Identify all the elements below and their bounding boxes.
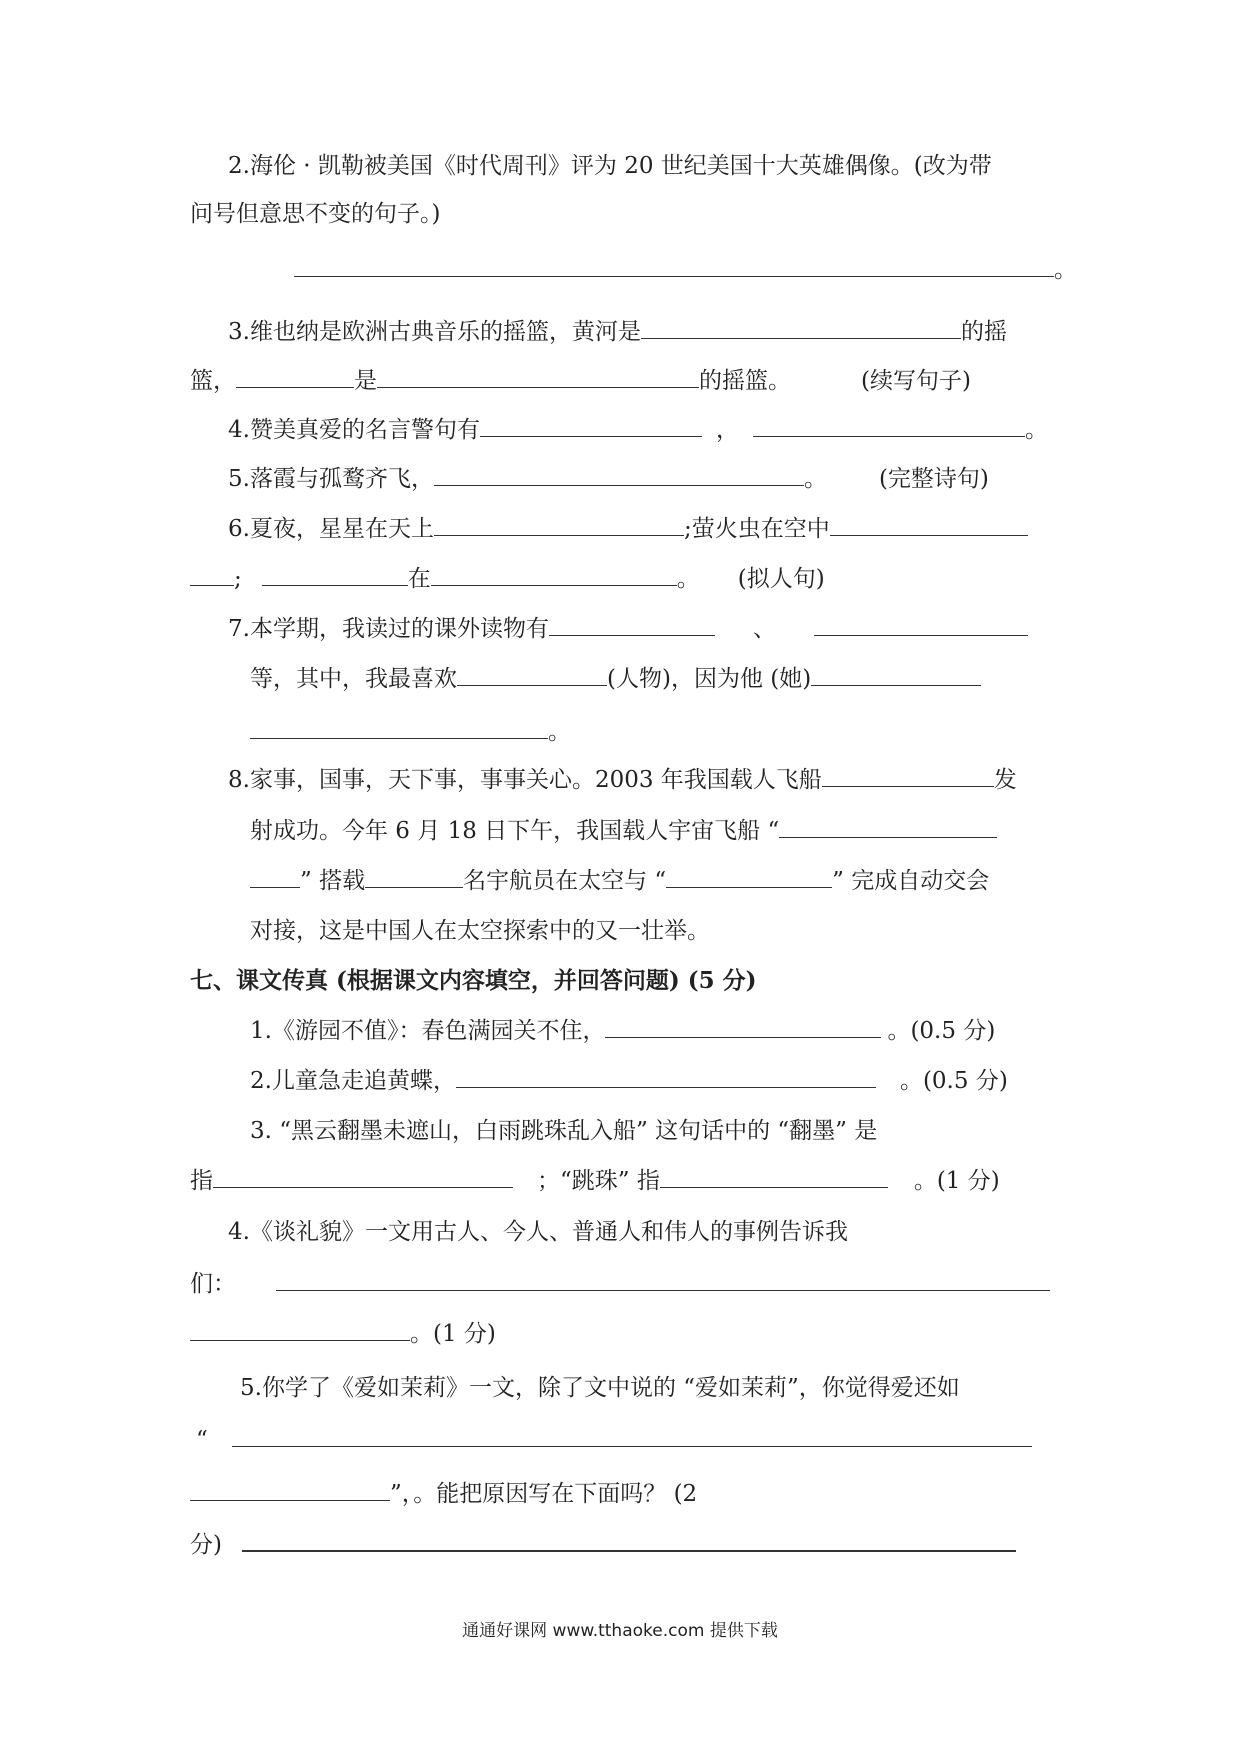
q6-text-d: 在	[407, 566, 431, 592]
q6-blank-1[interactable]	[434, 513, 684, 536]
q6-line1	[228, 513, 1028, 545]
q5-line	[228, 463, 989, 495]
s2-blank[interactable]	[456, 1065, 876, 1088]
q8-blank-1[interactable]	[822, 764, 994, 787]
s4-line2	[190, 1268, 1050, 1300]
q8-blank-2[interactable]	[779, 815, 997, 838]
q4-period: 。	[1024, 417, 1048, 443]
q6-text-c: ;	[234, 566, 242, 592]
q3-note: (续写句子)	[861, 368, 971, 394]
s4-line1: 4.《谈礼貌》一文用古人、今人、普通人和伟人的事例告诉我	[228, 1219, 848, 1245]
q7-line3	[250, 716, 571, 748]
page-footer: 通通好课网 www.tthaoke.com 提供下载	[462, 1621, 778, 1641]
q7-text-b: 等，其中，我最喜欢	[250, 666, 457, 692]
s3-line1: 3. “黑云翻墨未遮山，白雨跳珠乱入船” 这句话中的 “翻墨” 是	[250, 1118, 878, 1144]
q3-line2	[190, 365, 971, 397]
section-7-title: 七、课文传真 (根据课文内容填空，并回答问题) (5 分)	[190, 967, 757, 994]
q5-note: (完整诗句)	[878, 466, 989, 492]
q3-blank-3[interactable]	[377, 365, 699, 388]
q2-period: 。	[1054, 257, 1077, 283]
q8-blank-4[interactable]	[365, 865, 463, 888]
q6-blank-5[interactable]	[431, 563, 677, 586]
s1-text-a: 1.《游园不值》：春色满园关不住，	[250, 1018, 606, 1044]
s4-blank-2[interactable]	[190, 1318, 410, 1341]
q4-text-a: 4.赞美真爱的名言警句有	[228, 417, 480, 443]
q3-line1	[228, 316, 1007, 348]
q8-blank-5[interactable]	[666, 865, 832, 888]
q3-blank-1[interactable]	[641, 316, 961, 339]
q3-text-e: 的摇篮。	[699, 368, 791, 394]
s4-text-b: 们：	[190, 1271, 236, 1297]
q8-line3	[250, 865, 989, 897]
s4-blank-1[interactable]	[276, 1268, 1050, 1291]
s5-text-d: 分)	[190, 1532, 222, 1558]
q8-text-c: 射成功。今年 6 月 18 日下午，我国载人宇宙飞船 “	[250, 818, 780, 844]
q7-blank-1[interactable]	[549, 613, 715, 636]
q8-text-a: 8.家事，国事，天下事，事事关心。2003 年我国载人飞船	[228, 767, 822, 793]
q6-text-e: 。	[676, 566, 700, 592]
s4-score: 。(1 分)	[410, 1321, 496, 1347]
q3-blank-2[interactable]	[236, 365, 354, 388]
q2-answer-blank[interactable]	[294, 254, 1054, 277]
s1-blank[interactable]	[605, 1015, 881, 1038]
q7-blank-3[interactable]	[457, 663, 607, 686]
q8-line2	[250, 815, 997, 847]
s3-line2	[190, 1165, 1000, 1197]
q7-line1	[228, 613, 1028, 645]
s1-line	[250, 1015, 995, 1047]
s2-score: 。(0.5 分)	[899, 1068, 1008, 1094]
q3-text-d: 是	[354, 368, 377, 394]
q8-line4: 对接，这是中国人在太空探索中的又一壮举。	[250, 918, 710, 944]
q6-note: (拟人句)	[737, 566, 825, 592]
q5-period: 。	[803, 466, 827, 492]
q7-text-c: (人物)，因为他 (她)	[607, 666, 812, 692]
q5-text-a: 5.落霞与孤鹜齐飞，	[228, 466, 434, 492]
q2-line2: 问号但意思不变的句子。)	[190, 201, 441, 227]
s5-blank-1[interactable]	[232, 1424, 1032, 1447]
q6-text-a: 6.夏夜，星星在天上	[228, 516, 434, 542]
s3-blank-1[interactable]	[213, 1165, 513, 1188]
s1-score: 。(0.5 分)	[887, 1018, 996, 1044]
q4-blank-1[interactable]	[480, 414, 702, 437]
s3-text-c: ；“跳珠” 指	[537, 1168, 660, 1194]
s5-text-b: “	[196, 1427, 208, 1453]
s5-blank-3[interactable]	[242, 1528, 1016, 1552]
s3-text-b: 指	[190, 1168, 213, 1194]
q3-text-c: 篮，	[190, 368, 236, 394]
q8-line1	[228, 764, 1017, 796]
s4-line3	[190, 1318, 496, 1350]
q8-text-d: ” 搭载	[300, 868, 366, 894]
q6-line2	[190, 563, 825, 595]
s5-line2	[196, 1424, 1032, 1456]
q6-blank-4[interactable]	[262, 563, 408, 586]
q7-blank-2[interactable]	[814, 613, 1028, 636]
s3-blank-2[interactable]	[660, 1165, 888, 1188]
q7-sep: 、	[752, 616, 776, 642]
q3-text-a: 3.维也纳是欧洲古典音乐的摇篮，黄河是	[228, 319, 641, 345]
s5-text-c: ”，。能把原因写在下面吗？ (2	[390, 1481, 698, 1507]
q7-text-a: 7.本学期，我读过的课外读物有	[228, 616, 549, 642]
q6-blank-3[interactable]	[190, 563, 234, 586]
q7-blank-5[interactable]	[250, 716, 548, 739]
s2-text-a: 2.儿童急走追黄蝶，	[250, 1068, 456, 1094]
q4-sep: ，	[715, 417, 739, 443]
q8-text-b: 发	[993, 767, 1017, 793]
q6-text-b: ;萤火虫在空中	[683, 516, 830, 542]
q8-blank-3[interactable]	[250, 865, 300, 888]
q4-blank-2[interactable]	[753, 414, 1025, 437]
q5-blank[interactable]	[434, 463, 804, 486]
q8-text-f: ” 完成自动交会	[832, 868, 990, 894]
s5-line4	[190, 1528, 1016, 1561]
q3-text-b: 的摇	[960, 319, 1007, 345]
q2-line1: 2.海伦 · 凯勒被美国《时代周刊》评为 20 世纪美国十大英雄偶像。(改为带	[228, 153, 992, 179]
s5-blank-2[interactable]	[190, 1478, 390, 1501]
q4-line	[228, 414, 1048, 446]
s2-line	[250, 1065, 1008, 1097]
q7-period: 。	[548, 719, 571, 745]
q6-blank-2[interactable]	[830, 513, 1028, 536]
s3-score: 。(1 分)	[913, 1168, 1000, 1194]
s5-line3	[190, 1478, 697, 1510]
q7-blank-4[interactable]	[811, 663, 981, 686]
q2-answer-line	[190, 254, 1077, 286]
s5-line1: 5.你学了《爱如茉莉》一文，除了文中说的 “爱如茉莉”，你觉得爱还如	[240, 1375, 960, 1401]
q8-text-e: 名宇航员在太空与 “	[463, 868, 667, 894]
q7-line2	[250, 663, 981, 695]
